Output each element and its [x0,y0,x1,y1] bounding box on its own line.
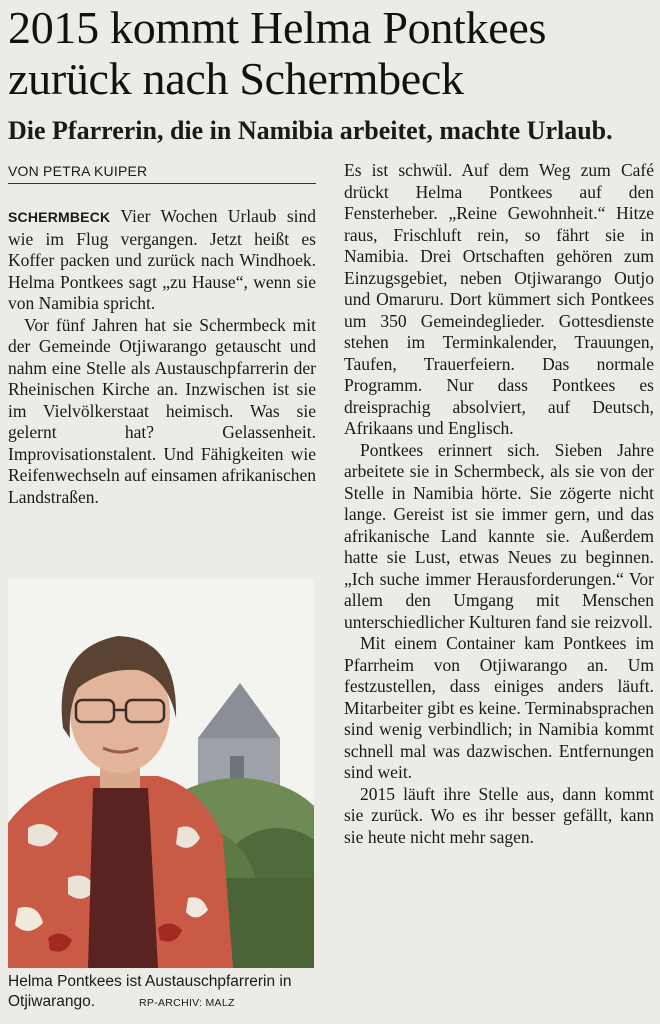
portrait-photo [8,578,314,968]
paragraph: Pontkees erinnert sich. Sieben Jahre arbeitete sie in Schermbeck, als sie von der Stelle in Namibia hörte. Sie zögerte nicht lange. Gereist ist sie immer gern, und das afrikanische Land kannte sie. Außerdem hatte sie Lust, etwas Neues zu beginnen. „Ich suche immer Herausforderungen.“ Vor allem den Umgang mit Menschen unterschiedlicher Kulturen fand sie reizvoll. [344,439,654,632]
photo-credit: RP-ARCHIV: MALZ [139,997,235,1009]
lead-text: Vier Wochen Urlaub sind wie im Flug vergangen. Jetzt heißt es Koffer packen und zurück nach Windhoek. Helma Pontkees sagt „zu Hause“, wenn sie von Namibia spricht. [8,206,316,313]
paragraph: Vor fünf Jahren hat sie Schermbeck mit der Gemeinde Otjiwarango getauscht und nahm eine Stelle als Austauschpfarrerin der Rheinischen Kirche an. Inzwischen ist sie im Vielvölkerstaat heimisch. Was sie gelernt hat? Gelassenheit. Improvisationstalent. Und Fähigkeiten wie Reifenwechseln auf einsamen afrikanischen Landstraßen. [8,314,316,507]
headline: 2015 kommt Helma Pontkees zurück nach Schermbeck [8,2,547,104]
dateline: SCHERMBECK [8,209,111,225]
paragraph: 2015 läuft ihre Stelle aus, dann kommt sie zurück. Wo es ihr besser gefällt, kann sie heute nicht mehr sagen. [344,783,654,847]
article-column-left [8,206,316,508]
article-column-right [344,160,654,848]
photo-caption [8,972,328,1013]
subheadline: Die Pfarrerin, die in Namibia arbeitet, machte Urlaub. [8,116,613,145]
byline: VON PETRA KUIPER [8,163,316,184]
lead-paragraph [8,206,316,315]
paragraph: Es ist schwül. Auf dem Weg zum Café drückt Helma Pontkees auf den Fensterheber. „Reine Gewohnheit.“ Hitze raus, Frischluft rein, so fährt sie in Namibia. Drei Ortschaften gehören zum Einzugsgebiet, neben Otjiwarango Outjo und Omaruru. Dort kümmert sich Pontkees um 350 Gemeindeglieder. Gottesdienste stehen im Terminkalender, Trauungen, Taufen, Trauerfeiern. Das normale Programm. Nur dass Pontkees es dreisprachig absolviert, auf Deutsch, Afrikaans und Englisch. [344,160,654,438]
portrait-illustration [8,578,314,968]
paragraph: Mit einem Container kam Pontkees im Pfarrheim von Otjiwarango an. Um festzustellen, dass einiges anders läuft. Mitarbeiter gibt es keine. Terminabsprachen sind wenig verbindlich; in Namibia kommt schnell mal was dazwischen. Entfernungen sind weit. [344,633,654,782]
caption-text: Helma Pontkees ist Austauschpfarrerin in Otjiwarango. [8,973,292,1010]
